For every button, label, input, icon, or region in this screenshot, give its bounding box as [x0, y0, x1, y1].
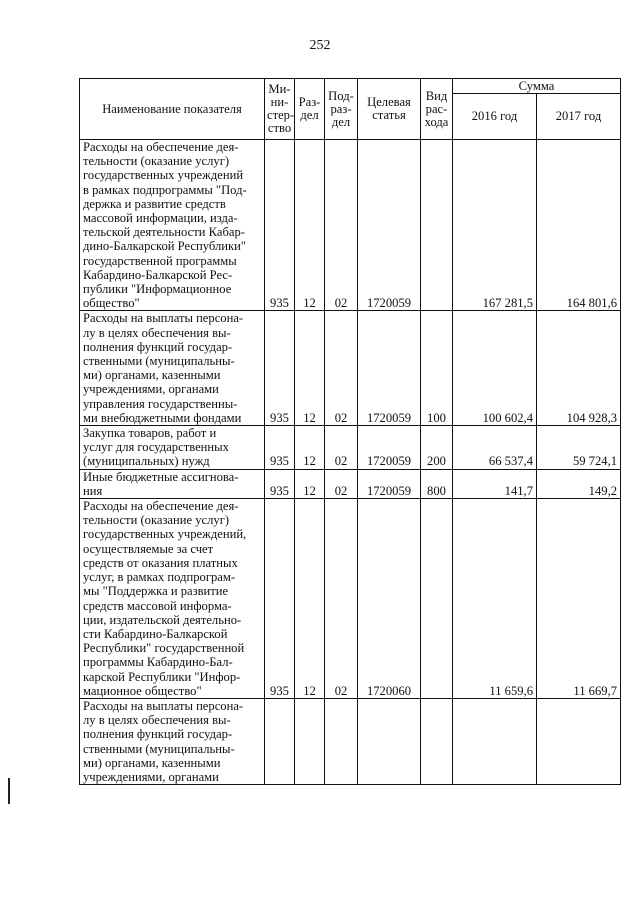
cell-ministry: 935 [265, 426, 295, 470]
cell-2016: 167 281,5 [453, 140, 537, 311]
cell-type: 100 [421, 311, 453, 426]
cell-2016: 66 537,4 [453, 426, 537, 470]
cell-type: 200 [421, 426, 453, 470]
cell-section: 12 [295, 426, 325, 470]
table-body [80, 140, 621, 785]
cell-2017: 59 724,1 [537, 426, 621, 470]
cell-target: 1720059 [358, 469, 421, 498]
header-sum: Сумма [453, 79, 621, 94]
cell-ministry [265, 698, 295, 784]
page-number: 252 [309, 38, 331, 53]
cell-2017 [537, 698, 621, 784]
header-subsection: Под- раз- дел [325, 79, 358, 140]
cell-target: 1720060 [358, 499, 421, 699]
cell-target: 1720059 [358, 426, 421, 470]
table-row [80, 698, 621, 784]
cell-2016: 141,7 [453, 469, 537, 498]
cell-section: 12 [295, 140, 325, 311]
budget-table [79, 78, 621, 785]
cell-subsection: 02 [325, 311, 358, 426]
cell-name: Расходы на обеспечение дея- тельности (оказание услуг) государственных учреждений в рамках подпрограммы "Под- держка и развитие средств массовой информации, изда- тельской деятельности Кабар- дино-Балкарской Республики" государственной программы Кабардино-Балкарской Рес- публики "Информационное общество" [80, 140, 265, 311]
cell-subsection: 02 [325, 499, 358, 699]
table-row [80, 426, 621, 470]
cell-section: 12 [295, 311, 325, 426]
table-row [80, 469, 621, 498]
cell-name: Иные бюджетные ассигнова- ния [80, 469, 265, 498]
cell-section [295, 698, 325, 784]
cell-section: 12 [295, 469, 325, 498]
cell-type [421, 140, 453, 311]
cell-ministry: 935 [265, 469, 295, 498]
cell-type: 800 [421, 469, 453, 498]
cell-subsection: 02 [325, 426, 358, 470]
cell-name: Расходы на выплаты персона- лу в целях обеспечения вы- полнения функций государ- ственными (муниципальны- ми) органами, казенными учреждениями, органами управления государственны- ми внебюджетными фондами [80, 311, 265, 426]
header-ministry: Ми- ни- стер- ство [265, 79, 295, 140]
cell-2017: 164 801,6 [537, 140, 621, 311]
cell-ministry: 935 [265, 311, 295, 426]
header-name: Наименование показателя [80, 79, 265, 140]
header-section: Раз- дел [295, 79, 325, 140]
header-2016: 2016 год [453, 94, 537, 140]
cell-2016: 11 659,6 [453, 499, 537, 699]
cell-2016 [453, 698, 537, 784]
header-type: Вид рас- хода [421, 79, 453, 140]
cell-name: Расходы на выплаты персона- лу в целях обеспечения вы- полнения функций государ- ственными (муниципальны- ми) органами, казенными учреждениями, органами [80, 698, 265, 784]
cell-subsection: 02 [325, 469, 358, 498]
header-target: Целевая статья [358, 79, 421, 140]
header-2017: 2017 год [537, 94, 621, 140]
cell-subsection [325, 698, 358, 784]
table-row [80, 311, 621, 426]
cell-subsection: 02 [325, 140, 358, 311]
cell-2017: 11 669,7 [537, 499, 621, 699]
cell-name: Расходы на обеспечение дея- тельности (оказание услуг) государственных учреждений, осуществляемые за счет средств от оказания платных услуг, в рамках подпрограм- мы "Поддержка и развитие средств массовой информа- ции, издательской деятельно- сти Кабардино-Балкарской Республики" государственной программы Кабардино-Бал- карской Республики "Инфор- мационное общество" [80, 499, 265, 699]
cell-ministry: 935 [265, 140, 295, 311]
cell-2017: 149,2 [537, 469, 621, 498]
cell-section: 12 [295, 499, 325, 699]
cell-target: 1720059 [358, 311, 421, 426]
table-row [80, 499, 621, 699]
cell-2016: 100 602,4 [453, 311, 537, 426]
margin-mark [8, 778, 10, 804]
cell-type [421, 698, 453, 784]
cell-name: Закупка товаров, работ и услуг для государственных (муниципальных) нужд [80, 426, 265, 470]
cell-2017: 104 928,3 [537, 311, 621, 426]
cell-type [421, 499, 453, 699]
cell-ministry: 935 [265, 499, 295, 699]
cell-target: 1720059 [358, 140, 421, 311]
cell-target [358, 698, 421, 784]
table-row [80, 140, 621, 311]
